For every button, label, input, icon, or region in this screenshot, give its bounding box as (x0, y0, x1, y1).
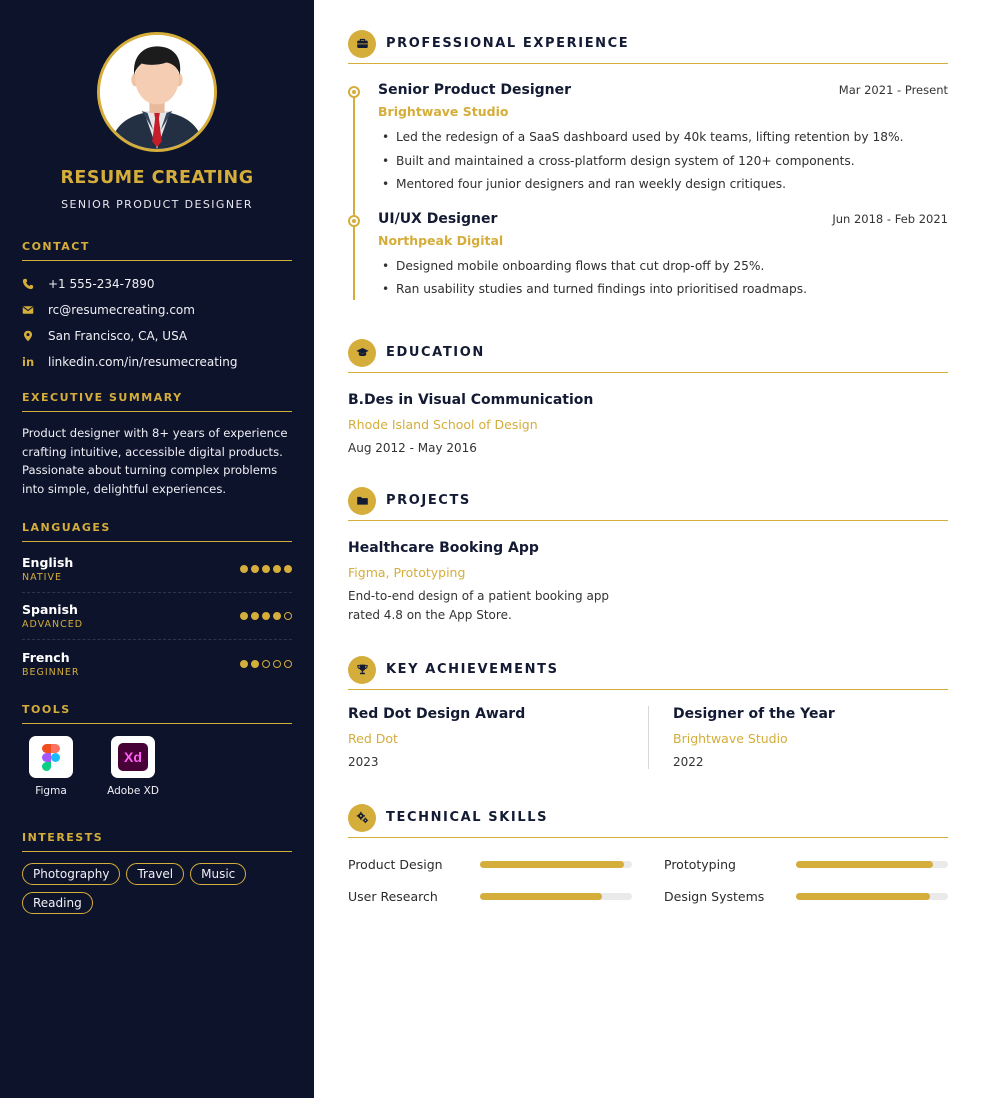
achievements-section (348, 656, 948, 769)
project-description: End-to-end design of a patient booking app rated 4.8 on the App Store. (348, 589, 610, 622)
skill-row (648, 856, 948, 873)
contact-location (22, 323, 292, 349)
phone-icon (22, 278, 48, 290)
languages-section (22, 521, 292, 687)
candidate-role: SENIOR PRODUCT DESIGNER (61, 198, 253, 211)
achievement-year: 2023 (348, 755, 379, 769)
contact-section (22, 240, 292, 375)
timeline-dot (348, 86, 360, 98)
rating-dot-filled (240, 660, 248, 668)
rating-dot-filled (240, 612, 248, 620)
experience-heading: PROFESSIONAL EXPERIENCE (386, 36, 630, 51)
achievement-year: 2022 (673, 755, 704, 769)
experience-timeline (348, 82, 948, 302)
rating-dot-filled (251, 660, 259, 668)
skill-bar-fill (796, 861, 933, 868)
projects-header (348, 487, 948, 521)
rating-dot-filled (284, 565, 292, 573)
interests-section (22, 831, 292, 914)
interests-heading: INTERESTS (22, 831, 292, 852)
projects-section (348, 487, 948, 625)
businessman-avatar-icon (97, 32, 217, 152)
job-date: Mar 2021 - Present (838, 83, 948, 97)
achievements-header (348, 656, 948, 690)
skill-bar (796, 893, 948, 900)
achievements-heading: KEY ACHIEVEMENTS (386, 662, 559, 677)
rating-dot-filled (251, 612, 259, 620)
rating-dot-filled (240, 565, 248, 573)
job-bullets (378, 126, 948, 197)
project-title: Healthcare Booking App (348, 540, 539, 556)
contact-phone-text: +1 555-234-7890 (48, 277, 155, 291)
skill-name: User Research (348, 889, 438, 904)
project-tech: Figma, Prototyping (348, 565, 466, 580)
achievement-title: Red Dot Design Award (348, 706, 526, 722)
rating-dot-empty (284, 660, 292, 668)
summary-text: Product designer with 8+ years of experience crafting intuitive, accessible digital products. Passionate about turning complex problems into simple, delightful experiences. (22, 426, 288, 496)
rating-dot-filled (262, 565, 270, 573)
language-rating (240, 660, 292, 668)
skill-bar (796, 861, 948, 868)
tool-adobe-xd (108, 736, 158, 797)
education-degree: B.Des in Visual Communication (348, 392, 594, 408)
adobe-xd-tile (111, 736, 155, 778)
interests-list (22, 863, 292, 914)
skill-row (348, 856, 648, 873)
job-bullets (378, 255, 948, 302)
trophy-icon (348, 656, 376, 684)
job-company: Brightwave Studio (378, 104, 509, 119)
skills-list (348, 856, 948, 905)
language-rating (240, 612, 292, 620)
education-section (348, 339, 948, 455)
language-level: NATIVE (22, 572, 62, 583)
sidebar (0, 0, 314, 1098)
language-row (22, 593, 292, 640)
language-name: French (22, 649, 70, 665)
contact-location-text: San Francisco, CA, USA (48, 329, 188, 343)
adobe-xd-icon: Xd (118, 743, 148, 771)
language-name: Spanish (22, 602, 78, 617)
languages-heading: LANGUAGES (22, 521, 292, 542)
contact-list (22, 271, 292, 375)
contact-linkedin-text: linkedin.com/in/resumecreating (48, 355, 238, 369)
skills-section (348, 804, 948, 905)
contact-heading: CONTACT (22, 240, 292, 261)
linkedin-icon: in (22, 355, 35, 369)
rating-dot-filled (251, 565, 259, 573)
job-entry (348, 211, 948, 302)
job-bullet: • Mentored four junior designers and ran weekly design critiques. (378, 173, 948, 197)
tool-label: Figma (35, 785, 67, 797)
timeline-dot (348, 215, 360, 227)
skills-header (348, 804, 948, 838)
contact-email-text: rc@resumecreating.com (48, 303, 195, 317)
job-title: UI/UX Designer (378, 210, 498, 227)
job-bullet: • Designed mobile onboarding flows that cut drop-off by 25%. (378, 255, 948, 279)
rating-dot-filled (273, 565, 281, 573)
rating-dot-filled (273, 612, 281, 620)
skill-name: Product Design (348, 857, 443, 872)
rating-dot-empty (262, 660, 270, 668)
rating-dot-filled (262, 612, 270, 620)
interest-pill: Travel (126, 863, 184, 885)
map-pin-icon (22, 330, 48, 342)
job-bullet: • Ran usability studies and turned findings into prioritised roadmaps. (378, 278, 948, 302)
figma-icon (29, 736, 73, 778)
achievements-list (348, 706, 948, 769)
graduation-cap-icon (348, 339, 376, 367)
tool-label: Adobe XD (107, 785, 159, 797)
envelope-icon (22, 304, 48, 316)
interest-pill: Photography (22, 863, 120, 885)
education-date: Aug 2012 - May 2016 (348, 441, 477, 455)
job-date: Jun 2018 - Feb 2021 (832, 211, 948, 226)
achievement-org: Brightwave Studio (673, 731, 788, 746)
job-bullet: • Led the redesign of a SaaS dashboard used by 40k teams, lifting retention by 18%. (378, 126, 948, 150)
education-school: Rhode Island School of Design (348, 417, 538, 432)
skill-name: Design Systems (664, 889, 765, 904)
contact-linkedin[interactable] (22, 349, 292, 375)
skill-bar-fill (480, 893, 602, 900)
experience-header (348, 30, 948, 64)
achievement-org: Red Dot (348, 731, 398, 746)
rating-dot-empty (284, 612, 292, 620)
contact-email[interactable] (22, 297, 292, 323)
education-header (348, 339, 948, 373)
job-title: Senior Product Designer (378, 82, 572, 98)
interest-pill: Reading (22, 892, 93, 914)
rating-dot-empty (273, 660, 281, 668)
job-entry (348, 82, 948, 197)
skill-bar (480, 861, 632, 868)
achievement-item (348, 706, 648, 769)
language-rating (240, 565, 292, 573)
language-name: English (22, 555, 74, 570)
skill-bar-fill (480, 861, 624, 868)
summary-section (22, 391, 292, 498)
language-level: BEGINNER (22, 666, 80, 678)
skill-bar (480, 893, 632, 900)
achievement-item (648, 706, 948, 769)
candidate-name: RESUME CREATING (60, 168, 254, 188)
skill-bar-fill (796, 893, 930, 900)
language-level: ADVANCED (22, 619, 84, 630)
skill-row (348, 888, 648, 905)
experience-section (348, 30, 948, 316)
tools-heading: TOOLS (22, 703, 292, 724)
achievement-title: Designer of the Year (673, 706, 835, 722)
skills-heading: TECHNICAL SKILLS (386, 810, 549, 825)
job-bullet: • Built and maintained a cross-platform design system of 120+ components. (378, 150, 948, 174)
summary-heading: EXECUTIVE SUMMARY (22, 391, 292, 412)
skill-row (648, 888, 948, 905)
gears-icon (348, 804, 376, 832)
tools-list (22, 736, 292, 797)
folder-icon (348, 487, 376, 515)
interest-pill: Music (190, 863, 246, 885)
job-company: Northpeak Digital (378, 232, 504, 248)
language-row (22, 546, 292, 593)
projects-heading: PROJECTS (386, 493, 471, 508)
contact-phone[interactable] (22, 271, 292, 297)
skill-name: Prototyping (664, 857, 736, 872)
tool-figma (26, 736, 76, 797)
tools-section (22, 703, 292, 797)
languages-list (22, 546, 292, 687)
language-row (22, 640, 292, 687)
briefcase-icon (348, 30, 376, 58)
education-heading: EDUCATION (386, 345, 485, 360)
